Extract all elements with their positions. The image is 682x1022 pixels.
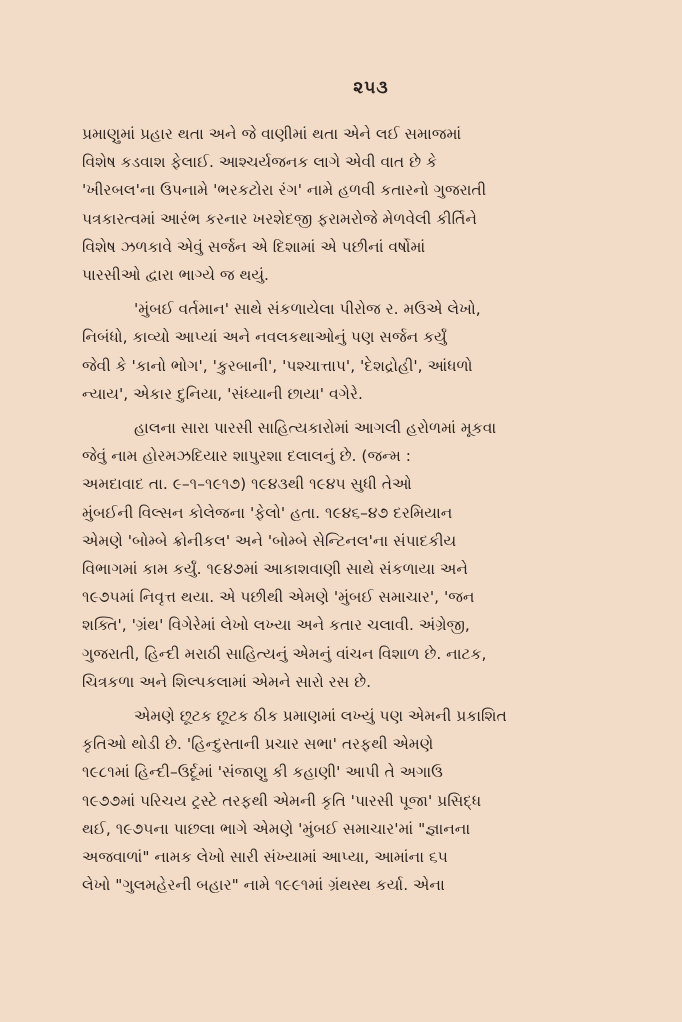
text-line: પ્રમાણુમાં પ્રહાર થતા અને જે વાણીમાં થતા એને લઈ સમાજમાં xyxy=(82,125,462,143)
text-line: થઈ, ૧૯૭૫ના પાછલા ભાગે એમણે 'મુંબઈ સમાચાર'માં "જ્ઞાનના xyxy=(82,819,471,838)
text-line: ન્યાય', એકાર દુનિયા, 'સંધ્યાની છાયા' વગેરે. xyxy=(82,384,363,403)
text-line: 'ખીરબલ'ના ઉપનામે 'ભરકટોરા રંગ' નામે હળવી કતારનો ગુજરાતી xyxy=(82,181,487,200)
text-line: કૃતિઓ થોડી છે. 'હિન્દુસ્તાની પ્રચાર સભા' તરફથી એમણે xyxy=(82,735,434,754)
paragraph-3 xyxy=(82,414,642,696)
text-line: હાલના સારા પારસી સાહિત્યકારોમાં આગલી હરોળમાં મૂકવા xyxy=(134,419,497,438)
text-line: નિબંધો, કાવ્યો આપ્યાં અને નવલકથાઓનું પણ સર્જન કર્યું xyxy=(82,328,447,347)
paragraph-1 xyxy=(82,120,642,289)
text-line: એમણે 'બોમ્બે ક્રોનીકલ' અને 'બોમ્બે સેન્ટિનલ'ના સંપાદકીય xyxy=(82,531,457,550)
text-line: અમદાવાદ તા. ૯–૧–૧૯૧૭) ૧૯૪૩થી ૧૯૪૫ સુધી તેઓ xyxy=(82,475,412,494)
text-line: મુંબઈની વિલ્સન કોલેજના 'ફેલો' હતા. ૧૯૪૬–૪૭ દરમિયાન xyxy=(82,503,453,522)
text-line: ૧૯૭૭માં પરિચય ટ્રસ્ટે તરફથી એમની કૃતિ 'પારસી પૂજા' પ્રસિદ્ધ xyxy=(82,791,482,810)
paragraph-2 xyxy=(82,295,642,408)
text-line: જેવી કે 'કાનો ભોગ', 'કુરબાની', 'પશ્ચાત્તાપ', 'દેશદ્રોહી', આંધળો xyxy=(82,356,473,375)
text-line: લેખો "ગુલમહેરની બહાર" નામે ૧૯૯૧માં ગ્રંથસ્થ કર્યા. એના xyxy=(82,876,445,895)
text-line: અજવાળાં" નામક લેખો સારી સંખ્યામાં આપ્યા, આમાંના ૬૫ xyxy=(82,848,448,867)
text-line: વિભાગમાં કામ કર્યું. ૧૯૪૭માં આકાશવાણી સાથે સંકળાયા અને xyxy=(82,560,468,579)
text-line: 'મુંબઈ વર્તમાન' સાથે સંકળાયેલા પીરોજ ર. મઉએ લેખો, xyxy=(134,300,481,319)
text-line: પત્રકારત્વમાં આરંભ કરનાર ખરશેદજી ફરામરોજે મેળવેલી કીર્તિને xyxy=(82,209,477,228)
text-line: ગુજરાતી, હિન્દી મરાઠી સાહિત્યનું એમનું વાંચન વિશાળ છે. નાટક, xyxy=(82,644,487,663)
text-line: ૧૯૮૧માં હિન્દી–ઉર્દૂમાં 'સંજાણુ કી કહાણી' આપી તે અગાઉ xyxy=(82,763,443,782)
text-line: પારસીઓ દ્વારા ભાગ્યે જ થયું. xyxy=(82,266,269,285)
text-line: એમણે છૂટક છૂટક ઠીક પ્રમાણમાં લખ્યું પણ એમની પ્રકાશિત xyxy=(134,707,507,726)
paragraph-4 xyxy=(82,702,642,899)
text-line: ૧૯૭૫માં નિવૃત્ત થયા. એ પછીથી એમણે 'મુંબઈ સમાચાર', 'જન xyxy=(82,588,475,607)
text-line: વિશેષ ઝળકાવે એવું સર્જન એ દિશામાં એ પછીનાં વર્ષોમાં xyxy=(82,237,426,256)
page-number: ૨૫૩ xyxy=(353,78,389,98)
text-line: જેવું નામ હોરમઝદિયાર શાપુરશા દલાલનું છે. (જન્મ : xyxy=(82,447,411,466)
text-line: શક્તિ', 'ગ્રંથ' વિગેરેમાં લેખો લખ્યા અને કતાર ચલાવી. અંગ્રેજી, xyxy=(82,616,470,635)
text-line: ચિત્રકળા અને શિલ્પકલામાં એમને સારો રસ છે. xyxy=(82,672,372,691)
text-line: વિશેષ કડવાશ ફેલાઈ. આશ્ચર્યજનક લાગે એવી વાત છે કે xyxy=(82,153,437,172)
